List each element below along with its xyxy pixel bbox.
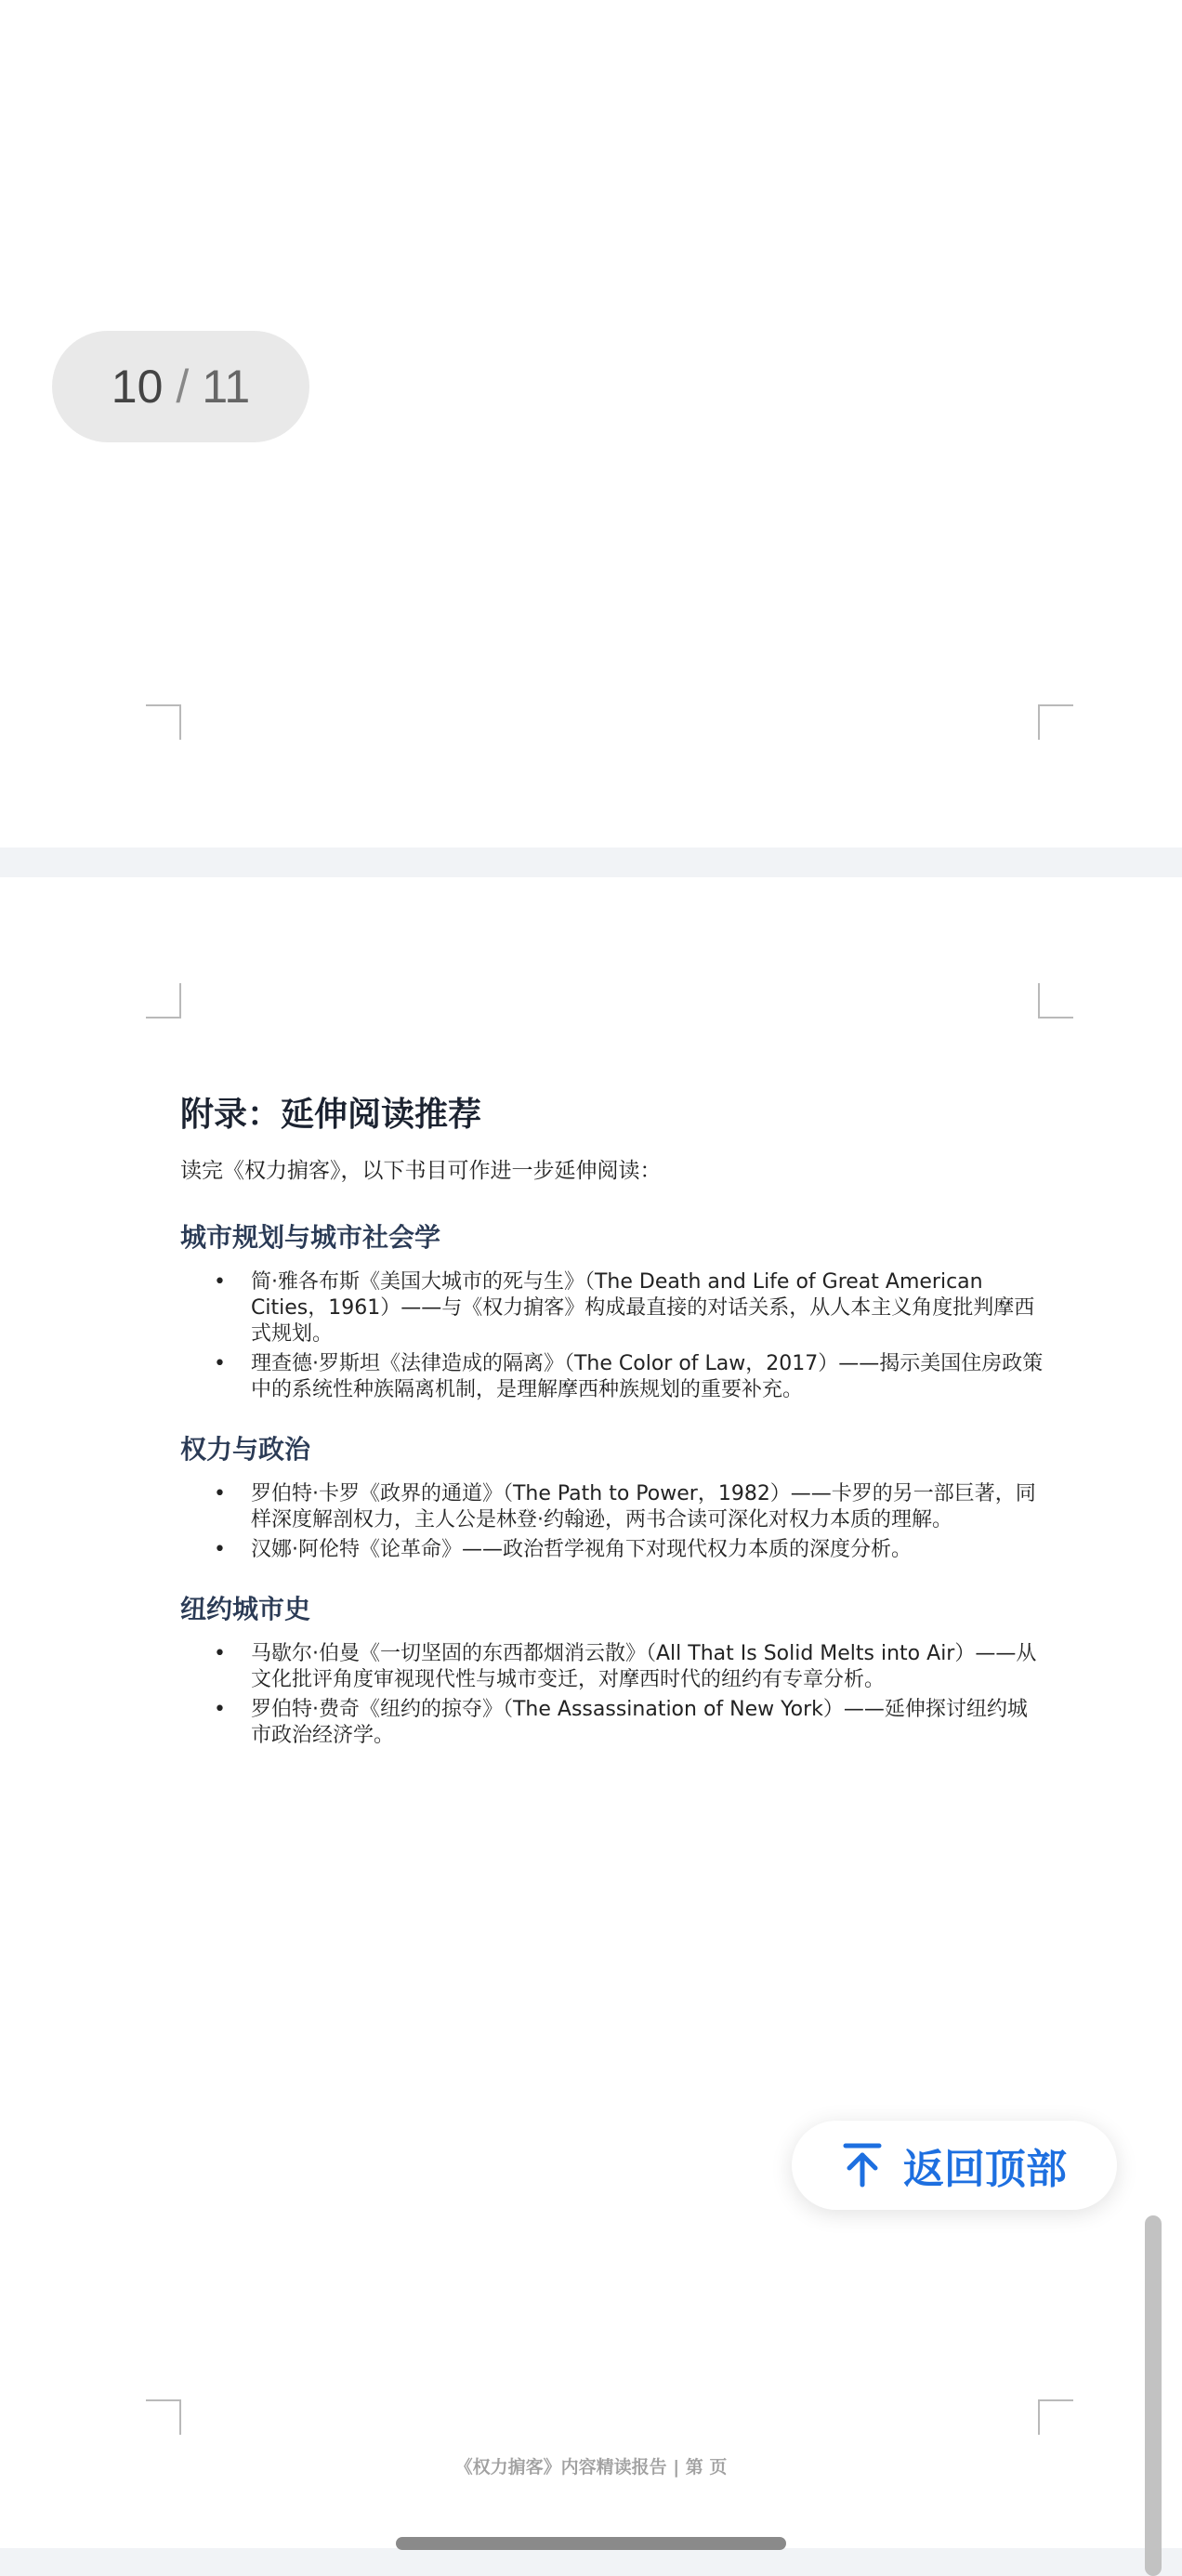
list-item [180, 1481, 1044, 1533]
book-recommendation: 罗伯特·卡罗《政界的通道》（The Path to Power，1982）——卡罗的另一部巨著，同样深度解剖权力，主人公是林登·约翰逊，两书合读可深化对权力本质的理解。 [251, 1482, 1036, 1531]
page-footer: 《权力掮客》内容精读报告 | 第 页 [454, 2457, 728, 2477]
back-to-top-label: 返回顶部 [903, 2146, 1067, 2193]
list-item [180, 1537, 1044, 1563]
reading-list-nyc-history [180, 1641, 1044, 1749]
bullet-mark: • [214, 1270, 226, 1294]
reading-list-urban-planning [180, 1269, 1044, 1403]
page-corner-mark [1038, 2399, 1073, 2435]
reading-list-power-politics [180, 1481, 1044, 1563]
bullet-mark: • [214, 1698, 226, 1721]
page-corner-mark [146, 983, 181, 1019]
list-item [180, 1351, 1044, 1403]
list-item [180, 1641, 1044, 1693]
book-recommendation: 简·雅各布斯《美国大城市的死与生》（The Death and Life of Great American Cities，1961）——与《权力掮客》构成最直接的对话关系，从人本主义角度批判摩西式规划。 [251, 1270, 1035, 1346]
book-recommendation: 罗伯特·费奇《纽约的掠夺》（The Assassination of New York）——延伸探讨纽约城市政治经济学。 [251, 1698, 1028, 1747]
bullet-mark: • [214, 1352, 226, 1375]
document-content [180, 1093, 1044, 1753]
book-recommendation: 汉娜·阿伦特《论革命》——政治哲学视角下对现代权力本质的深度分析。 [251, 1538, 912, 1561]
home-indicator[interactable] [396, 2537, 786, 2550]
current-page-number: 10 [111, 361, 164, 413]
page-corner-mark [146, 704, 181, 740]
appendix-title: 附录：延伸阅读推荐 [180, 1096, 482, 1134]
book-recommendation: 理查德·罗斯坦《法律造成的隔离》（The Color of Law，2017）——揭示美国住房政策中的系统性种族隔离机制，是理解摩西种族规划的重要补充。 [251, 1352, 1044, 1401]
bullet-mark: • [214, 1642, 226, 1665]
page-corner-mark [1038, 983, 1073, 1019]
page-corner-mark [146, 2399, 181, 2435]
page-counter-separator: / [176, 361, 190, 413]
section-title-urban-planning: 城市规划与城市社会学 [180, 1222, 441, 1253]
book-recommendation: 马歇尔·伯曼《一切坚固的东西都烟消云散》（All That Is Solid Melts into Air）——从文化批评角度审视现代性与城市变迁，对摩西时代的纽约有专章分析。 [251, 1642, 1037, 1691]
page-corner-mark [1038, 704, 1073, 740]
list-item [180, 1269, 1044, 1347]
bullet-mark: • [214, 1482, 226, 1505]
bullet-mark: • [214, 1538, 226, 1561]
page-counter [52, 331, 309, 442]
scrollbar-thumb[interactable] [1145, 2215, 1162, 2576]
back-to-top-button[interactable] [792, 2121, 1117, 2210]
arrow-up-icon [842, 2142, 883, 2188]
section-title-power-politics: 权力与政治 [180, 1434, 311, 1465]
appendix-intro: 读完《权力掮客》，以下书目可作进一步延伸阅读： [180, 1159, 662, 1183]
total-page-count: 11 [202, 361, 251, 413]
section-title-nyc-history: 纽约城市史 [180, 1594, 311, 1624]
list-item [180, 1697, 1044, 1749]
